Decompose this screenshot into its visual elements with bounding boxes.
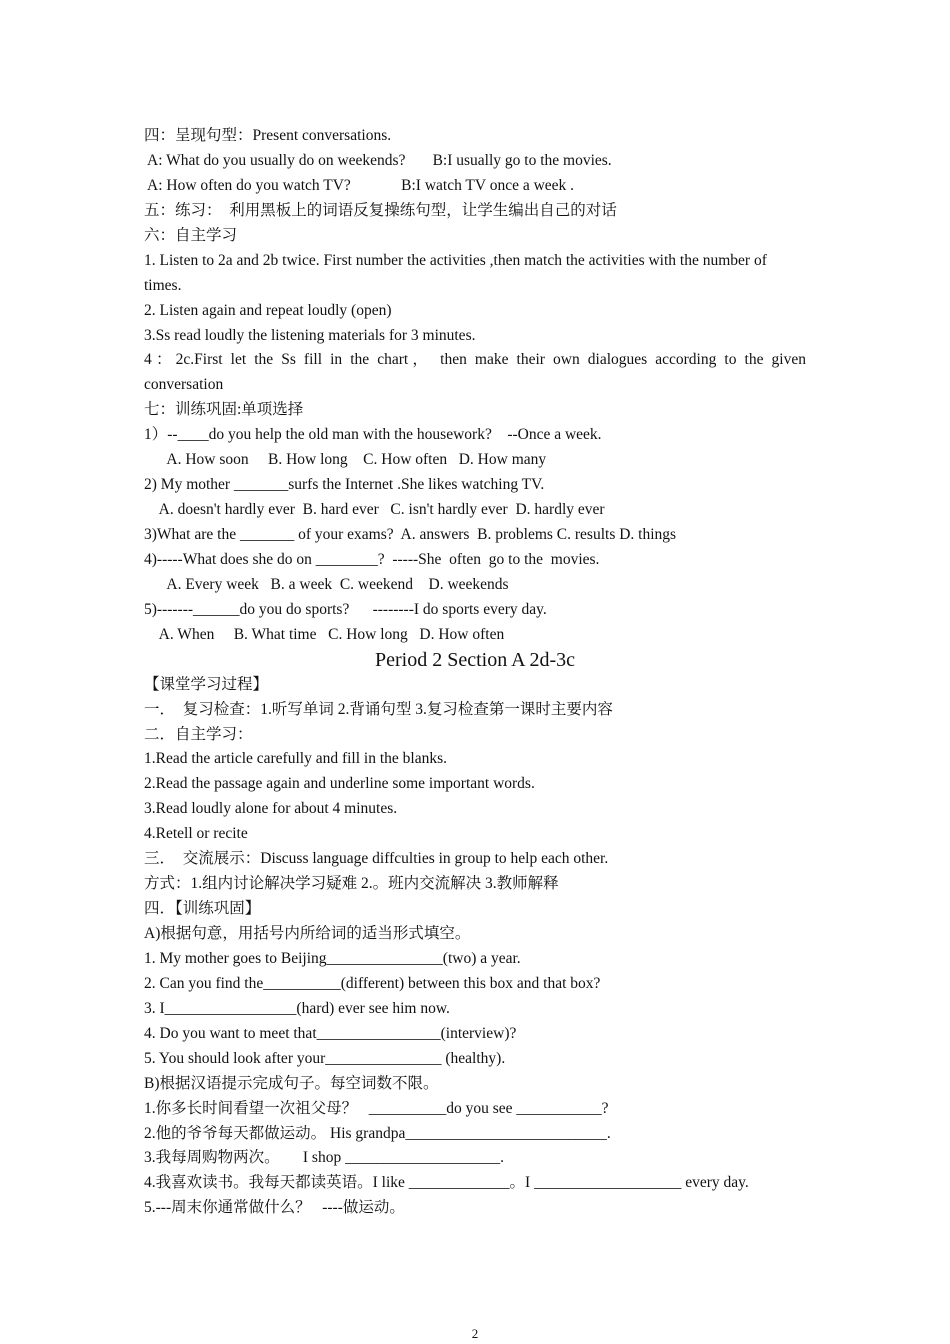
exercise-item: 4.我喜欢读书。我每天都读英语。I like _____________。I ___________________ every day. — [144, 1174, 749, 1192]
text-line: 方式：1.组内讨论解决学习疑难 2.。班内交流解决 3.教师解释 — [144, 875, 559, 893]
section-heading: 【课堂学习过程】 — [144, 675, 269, 693]
text-line: A: What do you usually do on weekends? B:I usually go to the movies. — [144, 151, 612, 169]
question-options: A. How soon B. How long C. How often D. How many — [144, 451, 547, 469]
text-line: 4.Retell or recite — [144, 825, 248, 843]
exercise-item: 5. You should look after your_______________ (healthy). — [144, 1049, 506, 1067]
question: 4)-----What does she do on ________? -----She often go to the movies. — [144, 550, 600, 568]
text-line: 三． 交流展示：Discuss language diffculties in group to help each other. — [144, 850, 609, 868]
question: 5)-------______do you do sports? --------I do sports every day. — [144, 600, 547, 618]
exercise-item: 1. My mother goes to Beijing_______________(two) a year. — [144, 949, 521, 967]
text-line: A: How often do you watch TV? B:I watch TV once a week . — [144, 176, 575, 194]
paragraph-line-justified: 4：2c.First let the Ss fill in the chart， then make their own dialogues according to the given — [144, 351, 806, 369]
page-number: 2 — [471, 1326, 479, 1341]
question-options: A. Every week B. a week C. weekend D. weekends — [144, 575, 509, 593]
question-options: A. doesn't hardly ever B. hard ever C. isn't hardly ever D. hardly ever — [144, 501, 605, 519]
exercise-instruction: B)根据汉语提示完成句子。每空词数不限。 — [144, 1074, 439, 1092]
text-line: conversation — [144, 376, 224, 394]
exercise-item: 2. Can you find the__________(different) between this box and that box? — [144, 974, 601, 992]
question: 2) My mother _______surfs the Internet .She likes watching TV. — [144, 476, 545, 494]
exercise-item: 3.我每周购物两次。 I shop ____________________. — [144, 1149, 504, 1167]
question-options: A. When B. What time C. How long D. How often — [144, 625, 505, 643]
text-line: 2. Listen again and repeat loudly (open) — [144, 301, 392, 319]
exercise-item: 2.他的爷爷每天都做运动。 His grandpa__________________________. — [144, 1124, 611, 1142]
text-line: 五：练习： 利用黑板上的词语反复操练句型，让学生编出自己的对话 — [144, 201, 617, 219]
exercise-item: 5.---周末你通常做什么？ ----做运动。 — [144, 1199, 405, 1217]
paragraph: 1. Listen to 2a and 2b twice. First number the activities ,then match the activities with the number of times. — [144, 251, 767, 294]
text-line: 3.Ss read loudly the listening materials for 3 minutes. — [144, 326, 476, 344]
exercise-item: 4. Do you want to meet that________________(interview)? — [144, 1024, 517, 1042]
text-line: 3.Read loudly alone for about 4 minutes. — [144, 800, 398, 818]
text-line: 2.Read the passage again and underline some important words. — [144, 775, 535, 793]
question: 1）--____do you help the old man with the housework? --Once a week. — [144, 426, 602, 444]
text-line: 一． 复习检查：1.听写单词 2.背诵句型 3.复习检查第一课时主要内容 — [144, 700, 613, 718]
text-line: 四：呈现句型：Present conversations. — [144, 127, 392, 144]
question: 3)What are the _______ of your exams? A. answers B. problems C. results D. things — [144, 526, 677, 544]
text-line: 六：自主学习 — [144, 226, 238, 244]
exercise-item: 3. I_________________(hard) ever see him now. — [144, 999, 450, 1017]
exercise-instruction: A)根据句意，用括号内所给词的适当形式填空。 — [144, 925, 471, 943]
exercise-item: 1.你多长时间看望一次祖父母？ __________do you see ___________? — [144, 1099, 609, 1117]
section-heading: 四．【训练巩固】 — [144, 900, 261, 918]
section-heading: 七：训练巩固:单项选择 — [144, 401, 304, 419]
text-line: 1.Read the article carefully and fill in the blanks. — [144, 750, 447, 768]
section-title: Period 2 Section A 2d-3c — [375, 648, 575, 671]
text-line: 二．自主学习： — [144, 725, 253, 743]
page-content — [144, 124, 806, 1221]
